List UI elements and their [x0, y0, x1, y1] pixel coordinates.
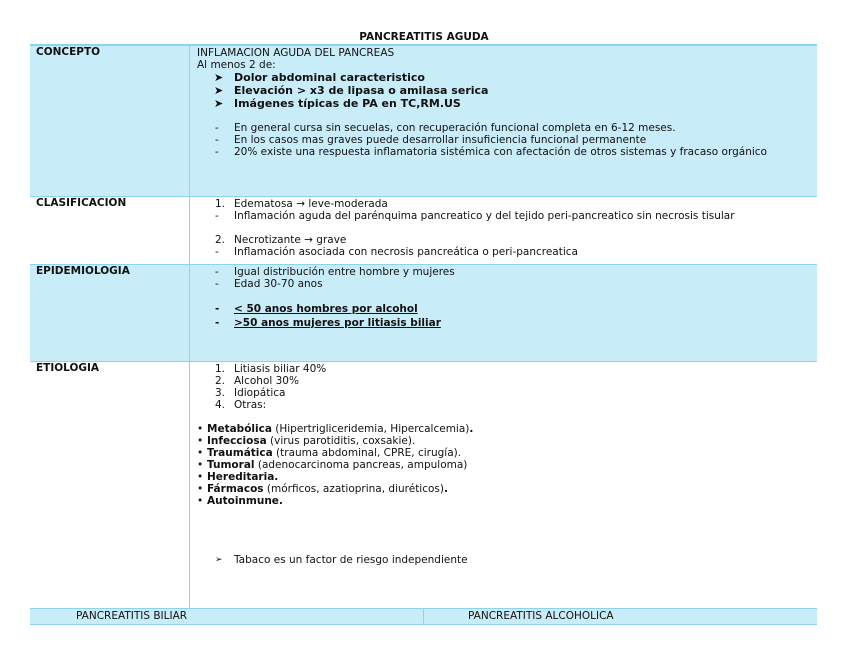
row-divider [30, 361, 817, 362]
bullet-item: • Metabólica (Hipertrigliceridemia, Hipercalcemia). [197, 423, 474, 435]
numbered-item: 1. Litiasis biliar 40% [215, 363, 327, 375]
clasificacion-content [197, 198, 807, 258]
dash-item: - 20% existe una respuesta inflamatoria sistémica con afectación de otros sistemas y fracaso orgánico [215, 146, 767, 158]
dash-item: - En los casos mas graves puede desarrollar insuficiencia funcional permanente [215, 134, 647, 146]
bullet-item: • Autoinmune. [197, 495, 283, 507]
clasificacion-label: CLASIFICACION [36, 197, 127, 209]
arrowhead-icon: ➤ [214, 71, 224, 84]
arrow-item: ➤ Imágenes típicas de PA en TC,RM.US [214, 97, 461, 110]
etiologia-label: ETIOLOGIA [36, 362, 100, 374]
concepto-content [197, 47, 807, 158]
footer-right-label: PANCREATITIS ALCOHOLICA [468, 610, 614, 622]
row-divider [30, 264, 817, 265]
arrow-item: ➤ Dolor abdominal caracteristico [214, 71, 425, 84]
bullet-item: • Infecciosa (virus parotiditis, coxsakie). [197, 435, 416, 447]
dash-item: - Inflamación asociada con necrosis pancreática o peri-pancreatica [215, 246, 578, 258]
bullet-item: • Hereditaria. [197, 471, 279, 483]
arrowhead-icon: ➢ [215, 555, 223, 565]
arrow-item: ➤ Elevación > x3 de lipasa o amilasa serica [214, 84, 489, 97]
concepto-line: Al menos 2 de: [197, 59, 276, 71]
dash-item: - Igual distribución entre hombre y mujeres [215, 266, 455, 278]
page-title: PANCREATITIS AGUDA [359, 31, 489, 43]
row-divider [30, 196, 817, 197]
etiologia-content [197, 363, 807, 507]
dash-item: - < 50 anos hombres por alcohol [215, 303, 418, 315]
arrowhead-icon: ➤ [214, 84, 224, 97]
bullet-item: • Tumoral (adenocarcinoma pancreas, ampuloma) [197, 459, 468, 471]
numbered-item: 1. Edematosa → leve-moderada [215, 198, 388, 210]
dash-item: - >50 anos mujeres por litiasis biliar [215, 317, 441, 329]
arrowhead-icon: ➤ [214, 97, 224, 110]
bullet-item: • Traumática (trauma abdominal, CPRE, cirugía). [197, 447, 462, 459]
tabaco-note [197, 554, 807, 566]
column-divider [423, 609, 424, 624]
epidemiologia-content [197, 266, 807, 330]
column-divider [189, 46, 190, 608]
numbered-item: 4. Otras: [215, 399, 267, 411]
epidemiologia-label: EPIDEMIOLOGIA [36, 265, 130, 277]
numbered-item: 3. Idiopática [215, 387, 286, 399]
arrow-item: ➢ Tabaco es un factor de riesgo independiente [215, 554, 468, 566]
concepto-line: INFLAMACION AGUDA DEL PANCREAS [197, 47, 395, 59]
concepto-label: CONCEPTO [36, 46, 101, 58]
numbered-item: 2. Alcohol 30% [215, 375, 299, 387]
dash-item: - En general cursa sin secuelas, con recuperación funcional completa en 6-12 meses. [215, 122, 676, 134]
dash-item: - Edad 30-70 anos [215, 278, 323, 290]
bullet-item: • Fármacos (mórficos, azatioprina, diuréticos). [197, 483, 448, 495]
footer-left-label: PANCREATITIS BILIAR [76, 610, 188, 622]
dash-item: - Inflamación aguda del parénquima pancreatico y del tejido peri-pancreatico sin necrosis tisular [215, 210, 735, 222]
footer-row [30, 608, 817, 625]
numbered-item: 2. Necrotizante → grave [215, 234, 347, 246]
